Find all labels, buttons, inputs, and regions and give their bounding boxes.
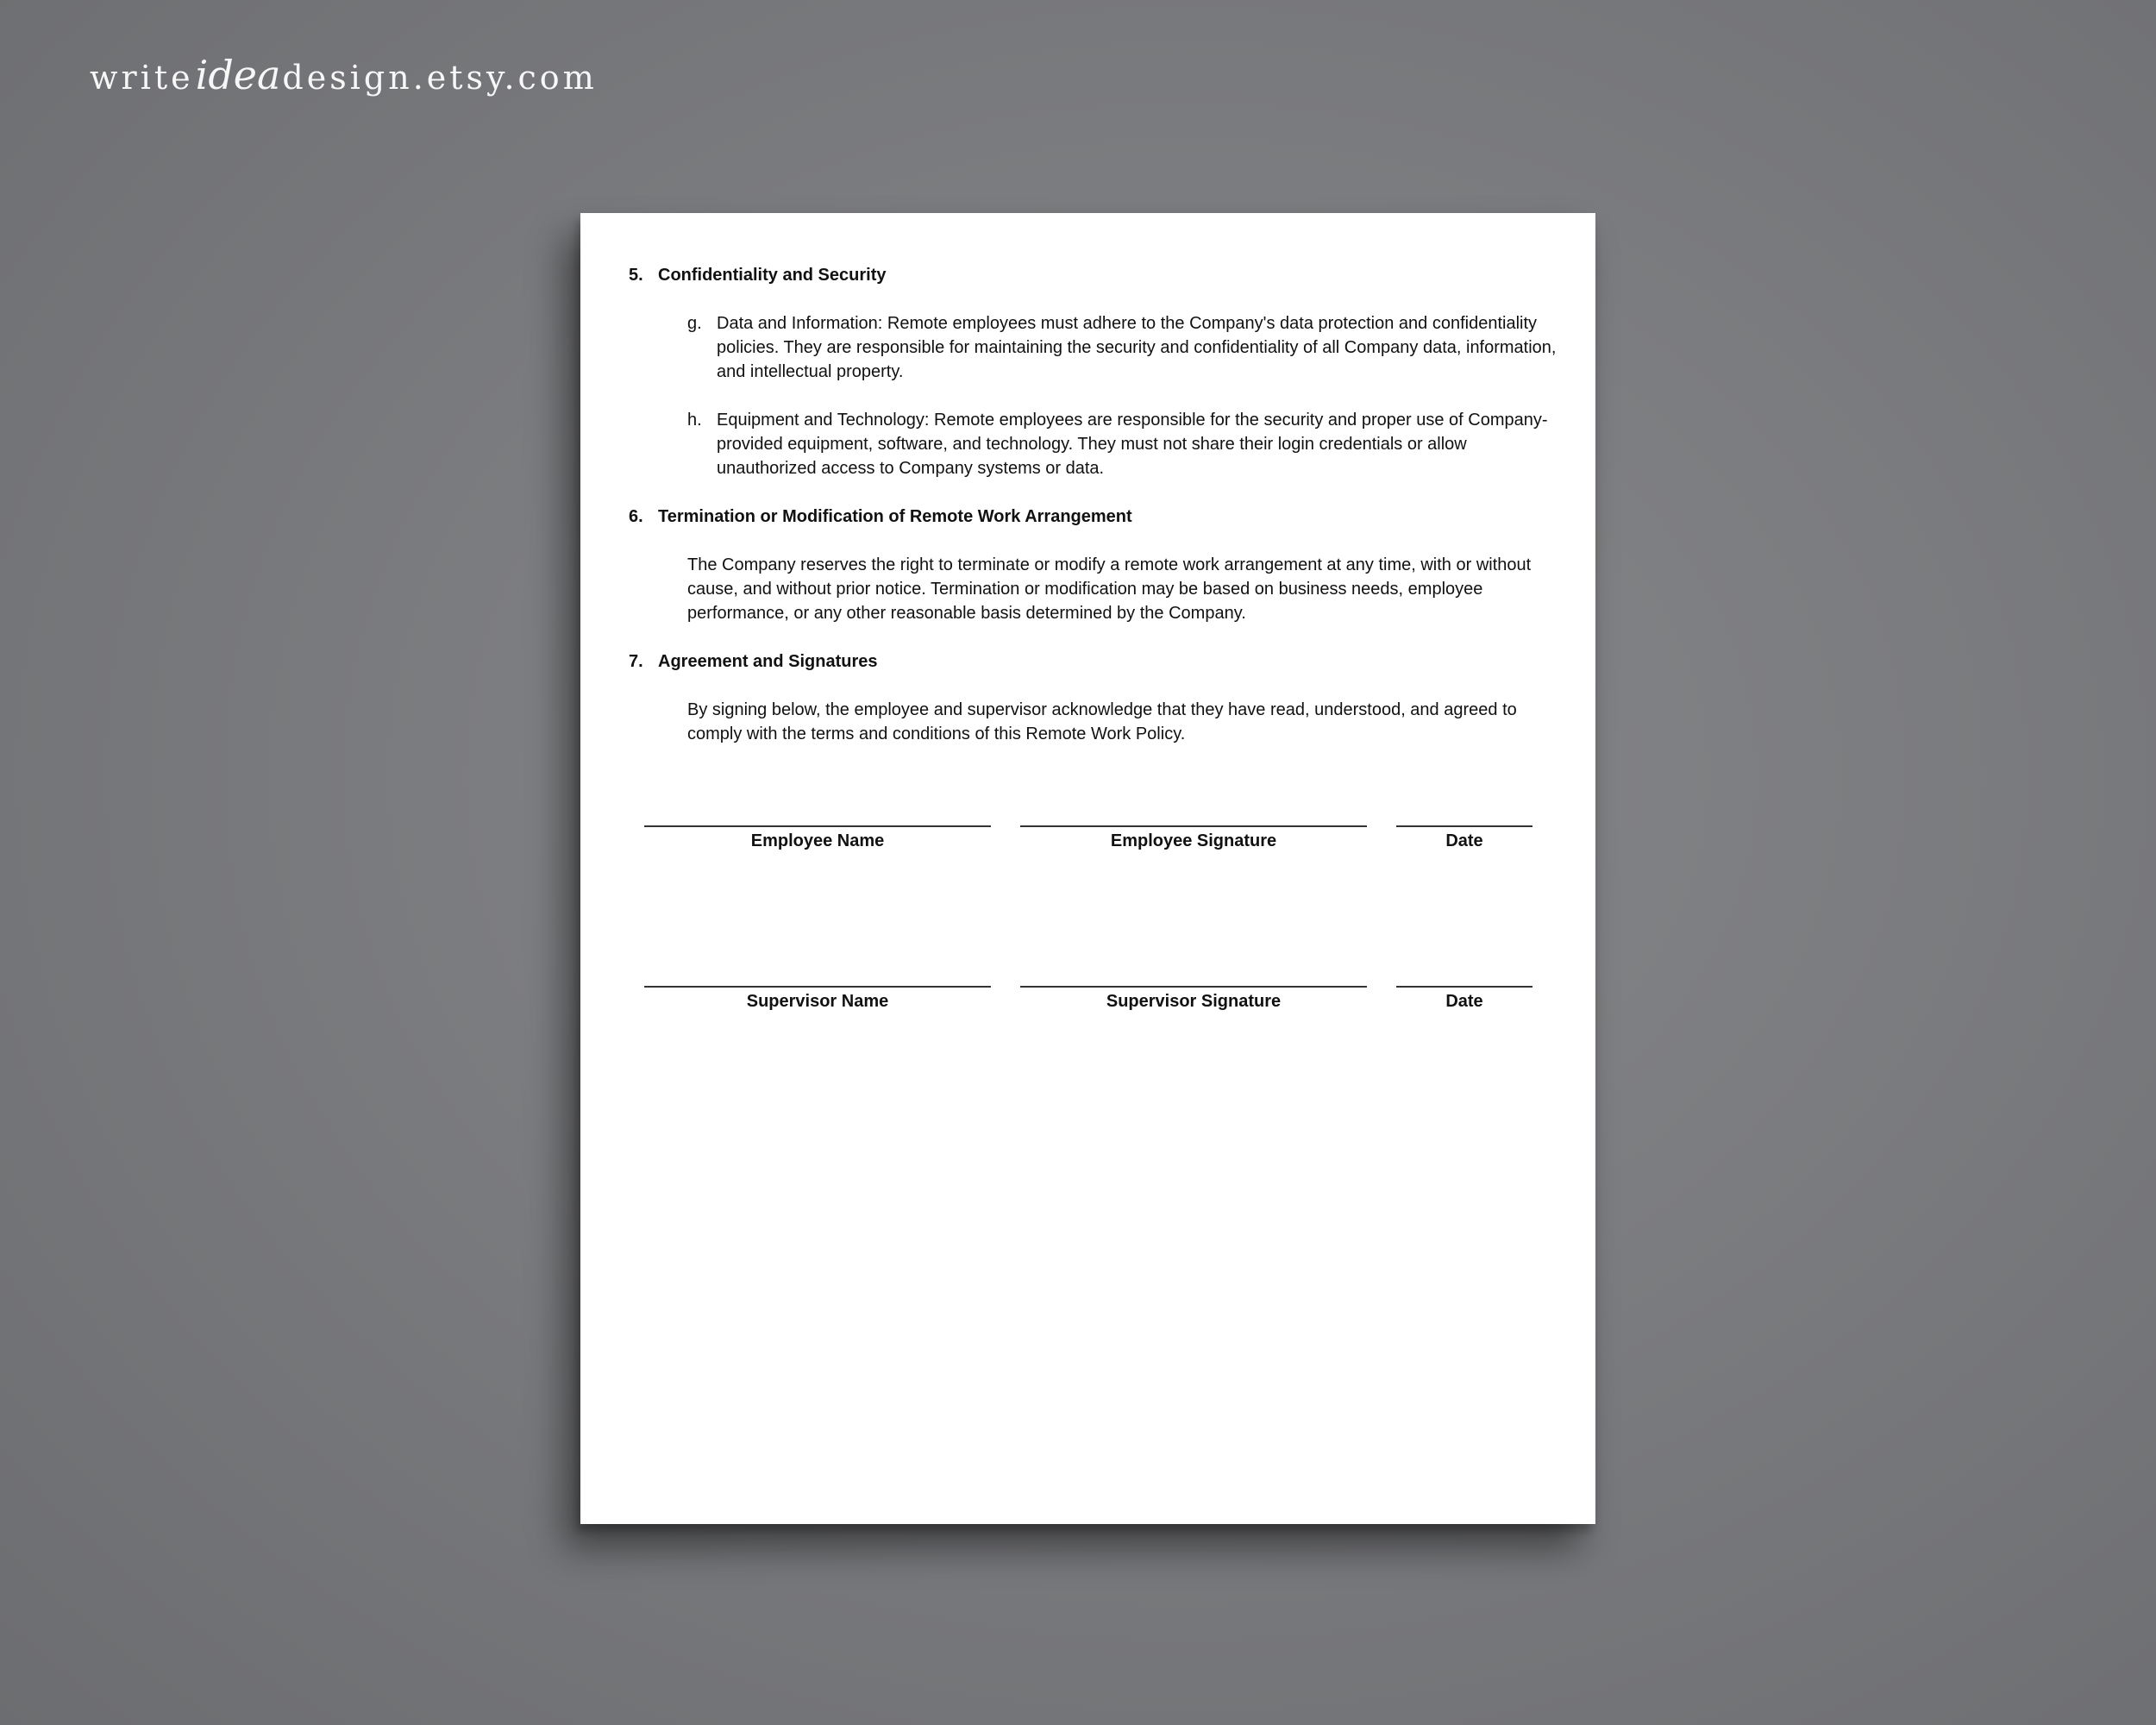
supervisor-name-label: Supervisor Name — [746, 992, 889, 1011]
signature-line — [1396, 825, 1532, 827]
employee-name-label: Employee Name — [750, 831, 885, 850]
list-item-text: Data and Information: Remote employees must adhere to the Company's data protection and confidentiality policies. They are responsible for maintaining the security and confidentiality of all Company data, information, and intellectual property. — [717, 314, 1557, 381]
signature-line — [644, 825, 991, 827]
section-title: Termination or Modification of Remote Work Arrangement — [658, 507, 1132, 526]
list-item-h — [687, 408, 1560, 480]
list-item-g — [687, 311, 1560, 384]
section-heading-7 — [629, 649, 1560, 674]
section-heading-5 — [629, 263, 1560, 287]
supervisor-signature-field[interactable] — [1020, 986, 1367, 1013]
list-item-letter: g. — [687, 314, 702, 333]
list-item-letter: h. — [687, 411, 702, 430]
document-content — [629, 263, 1560, 1013]
section-heading-6 — [629, 505, 1560, 529]
employee-name-field[interactable] — [644, 825, 991, 853]
section-title: Agreement and Signatures — [658, 652, 878, 671]
signature-line — [1396, 986, 1532, 988]
watermark-prefix: write — [90, 59, 194, 97]
signature-line — [1020, 825, 1367, 827]
supervisor-name-field[interactable] — [644, 986, 991, 1013]
supervisor-date-field[interactable] — [1396, 986, 1532, 1013]
section-paragraph: The Company reserves the right to terminate or modify a remote work arrangement at any time, with or without cause, and without prior notice. Termination or modification may be based on business needs, employee performance, or any other reasonable basis determined by the Company. — [687, 555, 1532, 623]
supervisor-signature-row — [644, 986, 1532, 1013]
section-number: 6. — [629, 507, 643, 526]
signature-line — [644, 986, 991, 988]
watermark-suffix: design.etsy.com — [282, 59, 598, 97]
section-number: 5. — [629, 266, 643, 285]
employee-date-field[interactable] — [1396, 825, 1532, 853]
document-page — [580, 213, 1595, 1524]
employee-signature-row — [644, 825, 1532, 853]
employee-signature-field[interactable] — [1020, 825, 1367, 853]
watermark-script: idea — [195, 52, 281, 98]
watermark-logo — [90, 52, 598, 98]
employee-signature-label: Employee Signature — [1110, 831, 1277, 850]
section-paragraph: By signing below, the employee and supervisor acknowledge that they have read, understood, and agreed to comply with the terms and conditions of this Remote Work Policy. — [687, 700, 1517, 743]
section-title: Confidentiality and Security — [658, 266, 887, 285]
supervisor-signature-label: Supervisor Signature — [1106, 992, 1282, 1011]
signature-line — [1020, 986, 1367, 988]
section-number: 7. — [629, 652, 643, 671]
list-item-text: Equipment and Technology: Remote employees are responsible for the security and proper use of Company-provided equipment, software, and technology. They must not share their login credentials or allow unauthorized access to Company systems or data. — [717, 411, 1548, 478]
employee-date-label: Date — [1445, 831, 1483, 850]
supervisor-date-label: Date — [1445, 992, 1483, 1011]
